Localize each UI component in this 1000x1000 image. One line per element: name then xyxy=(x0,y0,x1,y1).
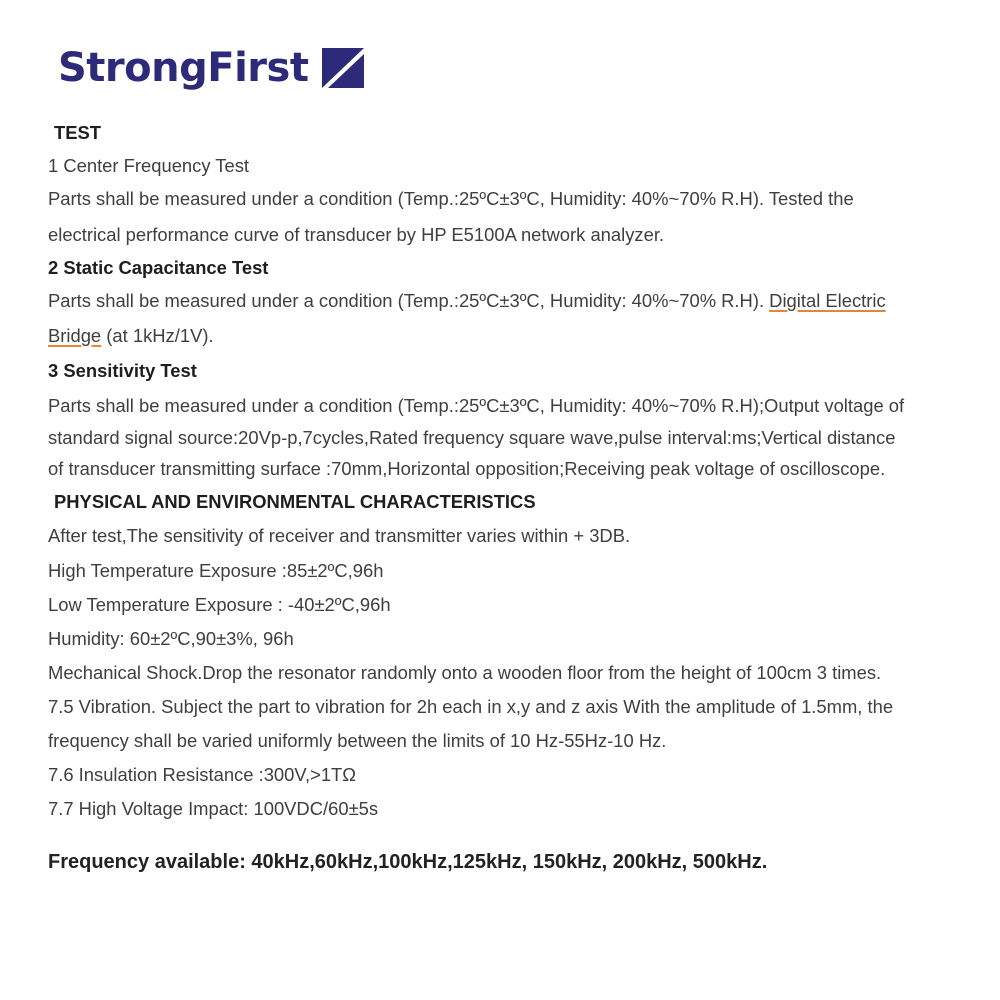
digital-electric-underlined: Digital Electric xyxy=(769,290,886,311)
sensitivity-title: 3 Sensitivity Test xyxy=(48,360,197,381)
insulation-text: 7.6 Insulation Resistance :300V,>1TΩ xyxy=(48,764,357,785)
brand-logo xyxy=(58,44,364,92)
vibration-text-1: 7.5 Vibration. Subject the part to vibration for 2h each in x,y and z axis With the amplitude of 1.5mm, the xyxy=(48,696,894,717)
static-capacitance-prefix: Parts shall be measured under a condition (Temp.:25ºC±3ºC, Humidity: 40%~70% R.H). xyxy=(48,290,770,311)
humidity-text: Humidity: 60±2ºC,90±3%, 96h xyxy=(48,628,294,649)
frequency-available: Frequency available: 40kHz,60kHz,100kHz,125kHz, 150kHz, 200kHz, 500kHz. xyxy=(48,851,768,873)
test-heading: TEST xyxy=(54,122,102,143)
center-frequency-title: 1 Center Frequency Test xyxy=(48,155,250,176)
physical-heading: PHYSICAL AND ENVIRONMENTAL CHARACTERISTICS xyxy=(54,491,536,512)
static-capacitance-suffix: (at 1kHz/1V). xyxy=(101,325,214,346)
high-temperature-text: High Temperature Exposure :85±2ºC,96h xyxy=(48,560,384,581)
static-capacitance-title: 2 Static Capacitance Test xyxy=(48,257,269,278)
brand-mark-icon xyxy=(322,48,364,88)
static-capacitance-text-2 xyxy=(48,324,214,348)
after-test-text: After test,The sensitivity of receiver and transmitter varies within + 3DB. xyxy=(48,525,631,546)
bridge-underlined: Bridge xyxy=(48,325,102,346)
center-frequency-text-1: Parts shall be measured under a condition (Temp.:25ºC±3ºC, Humidity: 40%~70% R.H). Tested the xyxy=(48,188,854,209)
high-voltage-text: 7.7 High Voltage Impact: 100VDC/60±5s xyxy=(48,798,379,819)
mechanical-shock-text: Mechanical Shock.Drop the resonator randomly onto a wooden floor from the height of 100cm 3 times. xyxy=(48,662,882,683)
sensitivity-text-1: Parts shall be measured under a condition (Temp.:25ºC±3ºC, Humidity: 40%~70% R.H);Output voltage of xyxy=(48,395,905,416)
low-temperature-text: Low Temperature Exposure : -40±2ºC,96h xyxy=(48,594,391,615)
sensitivity-text-2: standard signal source:20Vp-p,7cycles,Rated frequency square wave,pulse interval:ms;Vertical distance xyxy=(48,427,896,448)
static-capacitance-text-1 xyxy=(48,289,886,313)
center-frequency-text-2: electrical performance curve of transducer by HP E5100A network analyzer. xyxy=(48,224,665,245)
vibration-text-2: frequency shall be varied uniformly between the limits of 10 Hz-55Hz-10 Hz. xyxy=(48,730,667,751)
sensitivity-text-3: of transducer transmitting surface :70mm,Horizontal opposition;Receiving peak voltage of oscilloscope. xyxy=(48,458,886,479)
brand-name: StrongFirst xyxy=(58,45,309,91)
